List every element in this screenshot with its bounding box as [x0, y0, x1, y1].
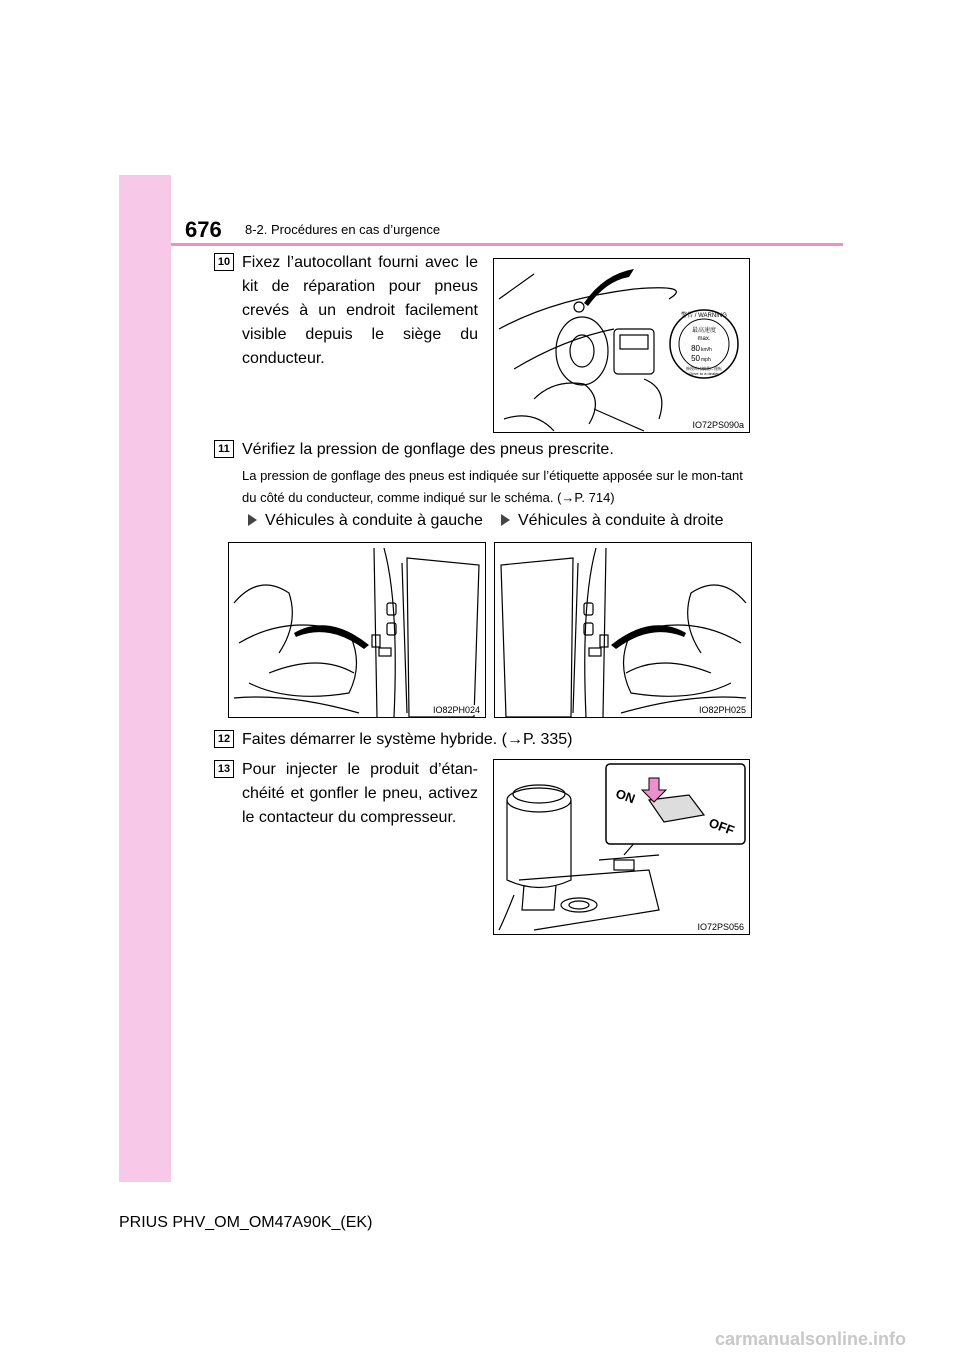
switch-on-label: ON	[613, 785, 638, 807]
step-13-text: Pour injecter le produit d’étan-chéité et gonfler le pneu, activez le contacteur du compresseur.	[242, 761, 478, 826]
step-number-12: 12	[214, 730, 234, 748]
sticker-japanese: 最高速度	[691, 328, 717, 334]
figure-sticker-placement	[493, 258, 750, 433]
bullet-arrow-icon	[501, 514, 510, 526]
chapter-sidebar-tab	[119, 175, 171, 1182]
step-12-text: Faites démarrer le système hybride. (→P. 335)	[242, 731, 573, 748]
sticker-title: 警告 / WARNING	[681, 313, 727, 319]
pointer-arrow-icon	[584, 269, 634, 306]
page-number: 676	[185, 217, 222, 242]
pointer-arrow-icon	[294, 625, 369, 649]
figure-right-hand-drive	[494, 542, 752, 718]
watermark: carmanualsonline.info	[715, 1329, 907, 1349]
variant-left-hand-drive-label: Véhicules à conduite à gauche	[248, 512, 483, 530]
figure-compressor-switch	[493, 759, 750, 935]
figure-left-hand-drive	[228, 542, 486, 718]
door-pillar-illustration	[495, 543, 751, 717]
compressor-illustration	[494, 760, 749, 934]
step-11-text: Vérifiez la pression de gonflage des pneus prescrite.	[242, 441, 614, 458]
sticker-kmh-unit: km/h	[701, 347, 712, 353]
sticker-bottom-text: Drive to a dealer	[689, 371, 719, 376]
header-rule	[171, 243, 843, 246]
switch-inset	[606, 764, 745, 844]
step-10-text: Fixez l’autocollant fourni avec le kit de réparation pour pneus crevés à un endroit facilement visible depuis le siège du conducteur.	[242, 254, 478, 367]
figure-code: IO82PH025	[698, 705, 746, 715]
sticker-mph-value: 50	[691, 354, 700, 363]
sticker-max: max.	[697, 336, 711, 342]
sticker-bottom-japanese: 修理時は慎重に運転	[686, 366, 722, 371]
warning-sticker-icon	[670, 310, 738, 378]
step-number-10: 10	[214, 253, 234, 271]
sticker-kmh-value: 80	[691, 344, 700, 353]
dashboard-illustration	[494, 259, 749, 432]
figure-code: IO72PS090a	[692, 420, 744, 430]
sticker-mph-unit: mph	[701, 357, 711, 363]
step-11-note: La pression de gonflage des pneus est indiquée sur l’étiquette apposée sur le mon-tant du côté du conducteur, comme indiqué sur le schéma. (→P. 714)	[242, 468, 743, 505]
door-pillar-illustration	[229, 543, 485, 717]
section-title: 8-2. Procédures en cas d’urgence	[245, 222, 441, 237]
bullet-arrow-icon	[248, 514, 257, 526]
figure-code: IO82PH024	[432, 705, 480, 715]
step-number-11: 11	[214, 440, 234, 458]
figure-code: IO72PS056	[697, 922, 744, 932]
footer-document-code: PRIUS PHV_OM_OM47A90K_(EK)	[119, 1214, 373, 1231]
step-number-13: 13	[214, 760, 234, 778]
variant-right-hand-drive-label: Véhicules à conduite à droite	[501, 512, 723, 530]
pointer-arrow-icon	[611, 625, 686, 649]
switch-off-label: OFF	[706, 815, 737, 838]
